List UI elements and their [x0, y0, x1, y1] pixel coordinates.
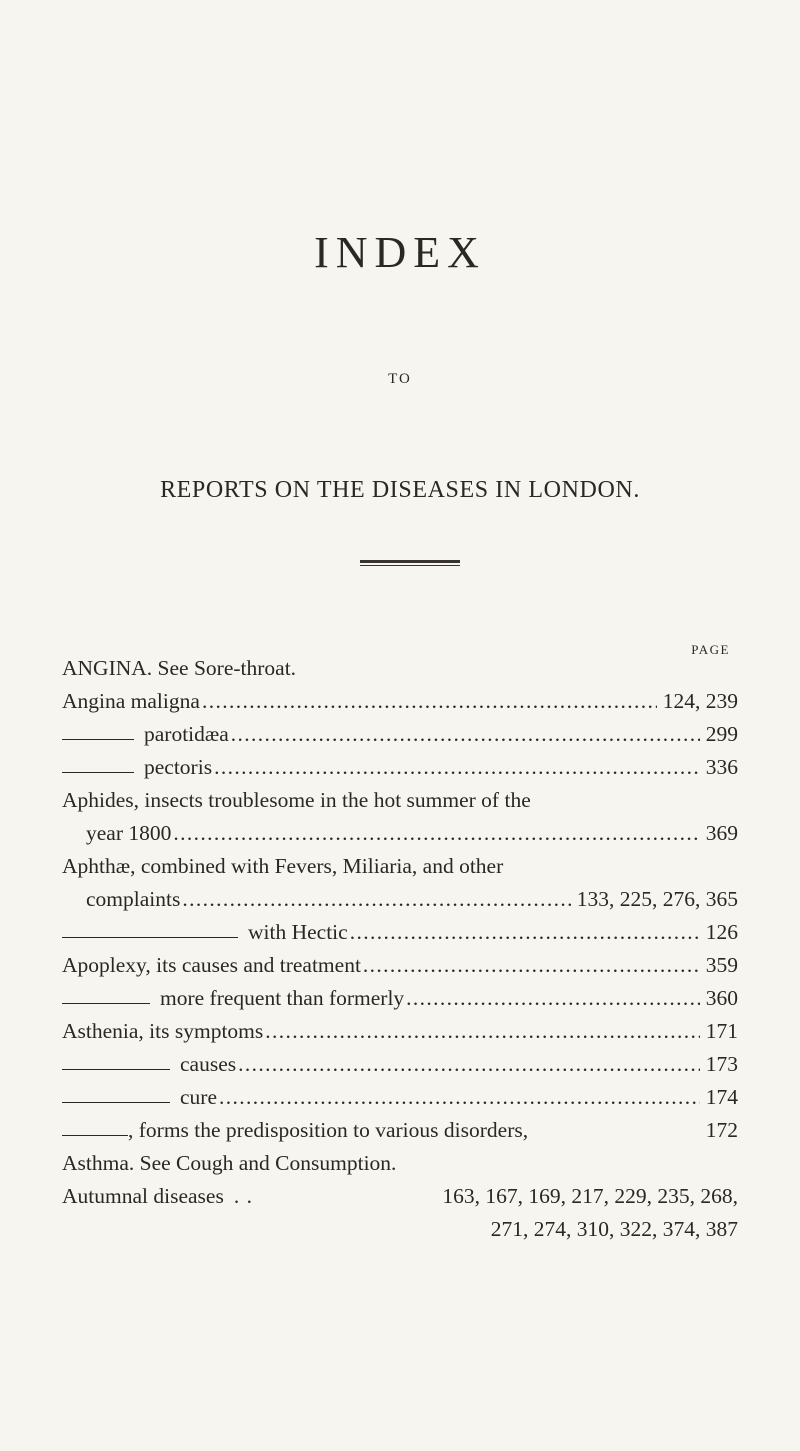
index-entry: [62, 751, 738, 784]
dot-leader: . .: [233, 1184, 253, 1208]
index-entry: [62, 916, 738, 949]
entry-pages: 174: [705, 1085, 738, 1109]
dot-leader: [214, 751, 700, 784]
entry-term: Asthenia, its symptoms: [62, 1019, 264, 1043]
entry-pages: 172: [705, 1118, 738, 1142]
ditto-dash: [62, 937, 238, 938]
entry-pages: 271, 274, 310, 322, 374, 387: [490, 1217, 738, 1241]
to-subheading: TO: [388, 371, 412, 387]
index-entry: [62, 1147, 738, 1180]
entry-pages: 336: [705, 755, 738, 779]
page-column-label: PAGE: [691, 642, 730, 657]
entry-text: Aphides, insects troublesome in the hot summer of the: [62, 788, 531, 812]
index-heading: INDEX: [314, 228, 486, 277]
entry-pages: 359: [705, 953, 738, 977]
ditto-dash: [62, 1069, 170, 1070]
index-entry: [62, 685, 738, 718]
entry-term: pectoris: [144, 755, 213, 779]
dot-leader: [182, 883, 570, 916]
index-entry: [62, 784, 738, 817]
dot-leader: [406, 982, 700, 1015]
entry-pages: 360: [705, 986, 738, 1010]
entry-pages: 126: [705, 920, 738, 944]
entry-term: year 1800: [86, 821, 172, 845]
index-entry: [62, 1015, 738, 1048]
index-entry: [62, 949, 738, 982]
entry-pages: 171: [705, 1019, 738, 1043]
index-entry: [62, 652, 738, 685]
entry-term: Angina maligna: [62, 689, 200, 713]
index-entry: [62, 817, 738, 850]
index-entry: [62, 982, 738, 1015]
ditto-dash: [62, 1135, 128, 1136]
entry-term: parotidæa: [144, 722, 229, 746]
index-entry: [62, 1114, 738, 1147]
entry-pages: 173: [705, 1052, 738, 1076]
ornamental-rule-thin: [360, 565, 460, 566]
ditto-dash: [62, 1102, 170, 1103]
entry-text: Asthma. See Cough and Consumption.: [62, 1151, 397, 1175]
index-entry: [62, 883, 738, 916]
dot-leader: [219, 1081, 700, 1114]
entry-term: complaints: [86, 887, 181, 911]
index-entry: [62, 1081, 738, 1114]
index-entry: [62, 718, 738, 751]
entry-pages: 299: [705, 722, 738, 746]
entry-term: more frequent than formerly: [160, 986, 405, 1010]
index-entry: [62, 1180, 738, 1213]
dot-leader: [238, 1048, 700, 1081]
index-entry: [62, 850, 738, 883]
entry-pages: 133, 225, 276, 365: [576, 887, 738, 911]
ditto-dash: [62, 772, 134, 773]
entry-term: cure: [180, 1085, 217, 1109]
entry-term: with Hectic: [248, 920, 348, 944]
entry-term: Apoplexy, its causes and treatment: [62, 953, 361, 977]
entry-pages: 163, 167, 169, 217, 229, 235, 268,: [442, 1184, 738, 1208]
entry-term: , forms the predisposition to various disorders,: [128, 1118, 529, 1142]
entry-text: ANGINA. See Sore-throat.: [62, 656, 297, 680]
dot-leader: [350, 916, 700, 949]
ditto-dash: [62, 1003, 150, 1004]
entry-pages: 369: [705, 821, 738, 845]
index-entry: [62, 1048, 738, 1081]
book-title: REPORTS ON THE DISEASES IN LONDON.: [160, 477, 640, 503]
entry-term: causes: [180, 1052, 237, 1076]
dot-leader: [265, 1015, 699, 1048]
entry-term: Autumnal diseases: [62, 1184, 224, 1208]
ditto-dash: [62, 739, 134, 740]
entry-text: Aphthæ, combined with Fevers, Miliaria, and other: [62, 854, 504, 878]
entry-pages: 124, 239: [662, 689, 738, 713]
index-entry-continuation: [62, 1213, 738, 1246]
dot-leader: [173, 817, 699, 850]
dot-leader: [363, 949, 700, 982]
dot-leader: [231, 718, 700, 751]
index-entries: [62, 652, 738, 1246]
ornamental-rule-thick: [360, 560, 460, 563]
dot-leader: [202, 685, 657, 718]
